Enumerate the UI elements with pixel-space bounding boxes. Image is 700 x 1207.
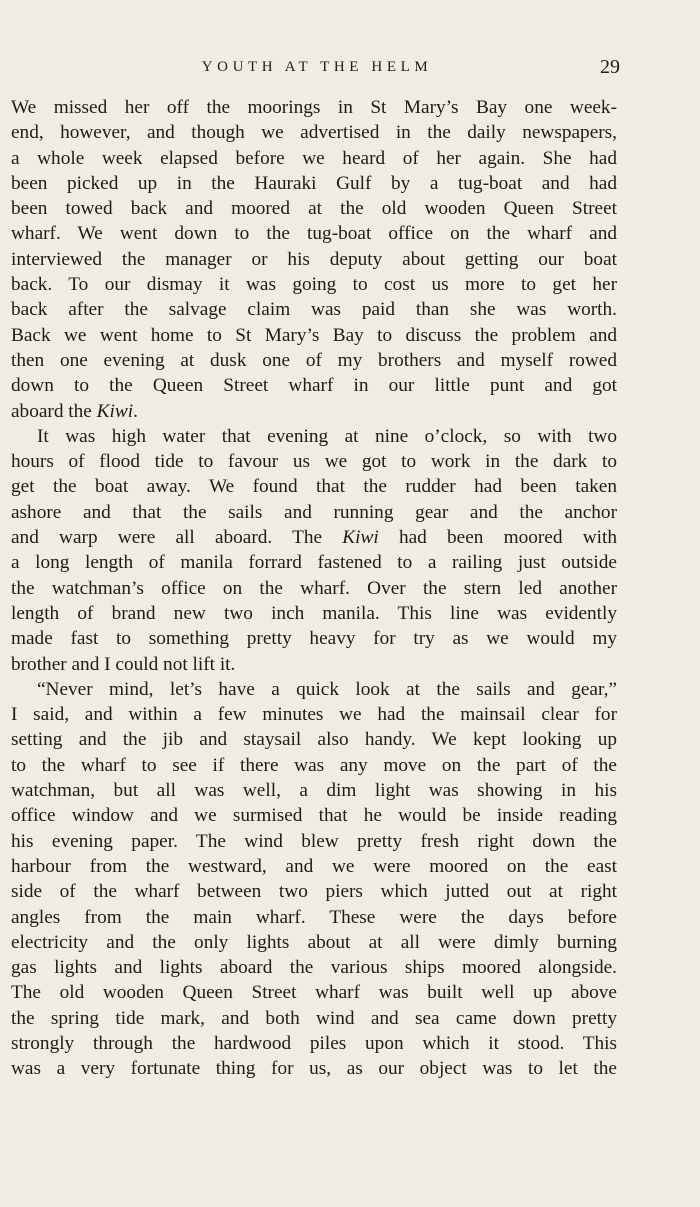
text-line: electricity and the only lights about at all were dimly burning [11,931,617,953]
text-line: We missed her off the moorings in St Mary’s Bay one week- [11,97,617,118]
text-line: watchman, but all was well, a dim light was showing in his [11,780,617,802]
text-line: back. To our dismay it was going to cost us more to get her [11,274,617,296]
text-line: his evening paper. The wind blew pretty fresh right down the [11,830,617,852]
text-line: the watchman’s office on the wharf. Over the stern led another [11,577,617,599]
text-line: get the boat away. We found that the rudder had been taken [11,476,617,498]
text-line: back after the salvage claim was paid than she was worth. [11,299,617,321]
text-line: length of brand new two inch manila. This line was evidently [11,602,617,624]
text-line: been towed back and moored at the old wooden Queen Street [11,198,617,220]
text-line: down to the Queen Street wharf in our little punt and got [11,375,617,397]
text-line: end, however, and though we advertised in the daily newspapers, [11,122,617,144]
text-run: aboard the [11,400,97,422]
text-line [11,525,617,550]
text-line: a long length of manila forrard fastened to a railing just outside [11,552,617,574]
italic-boat-name: Kiwi [342,527,379,549]
text-line [11,399,617,424]
text-line: to the wharf to see if there was any move on the part of the [11,754,617,776]
page-number: 29 [600,56,620,78]
text-line: angles from the main wharf. These were the days before [11,906,617,928]
text-line: harbour from the westward, and we were moored on the east [11,855,617,877]
text-line: a whole week elapsed before we heard of her again. She had [11,147,617,169]
text-line: side of the wharf between two piers which jutted out at right [11,881,617,903]
running-title: YOUTH AT THE HELM [201,59,433,75]
text-line: been picked up in the Hauraki Gulf by a tug-boat and had [11,172,617,194]
paragraph [11,677,617,1082]
text-line: setting and the jib and staysail also handy. We kept looking up [11,729,617,751]
body-text [11,95,617,1082]
text-line: ashore and that the sails and running gear and the anchor [11,501,617,523]
text-run: . [133,400,138,422]
text-line: office window and we surmised that he would be inside reading [11,805,617,827]
text-line: hours of flood tide to favour us we got to work in the dark to [11,451,617,473]
text-line: I said, and within a few minutes we had the mainsail clear for [11,704,617,726]
text-line: It was high water that evening at nine o’clock, so with two [37,425,617,447]
paragraph [11,424,617,677]
text-line: brother and I could not lift it. [11,653,236,675]
text-line: strongly through the hardwood piles upon which it stood. This [11,1032,617,1054]
text-run: had been moored with [378,527,617,549]
text-line: wharf. We went down to the tug-boat office on the wharf and [11,223,617,245]
text-line: “Never mind, let’s have a quick look at the sails and gear,” [37,678,617,700]
text-line: the spring tide mark, and both wind and sea came down pretty [11,1007,617,1029]
text-line: The old wooden Queen Street wharf was built well up above [11,982,617,1004]
text-line: gas lights and lights aboard the various ships moored alongside. [11,957,617,979]
text-line: was a very fortunate thing for us, as our object was to let the [11,1058,617,1080]
text-line: made fast to something pretty heavy for try as we would my [11,628,617,650]
italic-boat-name: Kiwi [96,400,134,422]
paragraph [11,95,617,424]
text-run: and warp were all aboard. The [11,527,343,549]
text-line: Back we went home to St Mary’s Bay to discuss the problem and [11,324,617,346]
text-line: then one evening at dusk one of my brothers and myself rowed [11,349,617,371]
running-header [14,56,620,80]
text-line: interviewed the manager or his deputy about getting our boat [11,248,617,270]
